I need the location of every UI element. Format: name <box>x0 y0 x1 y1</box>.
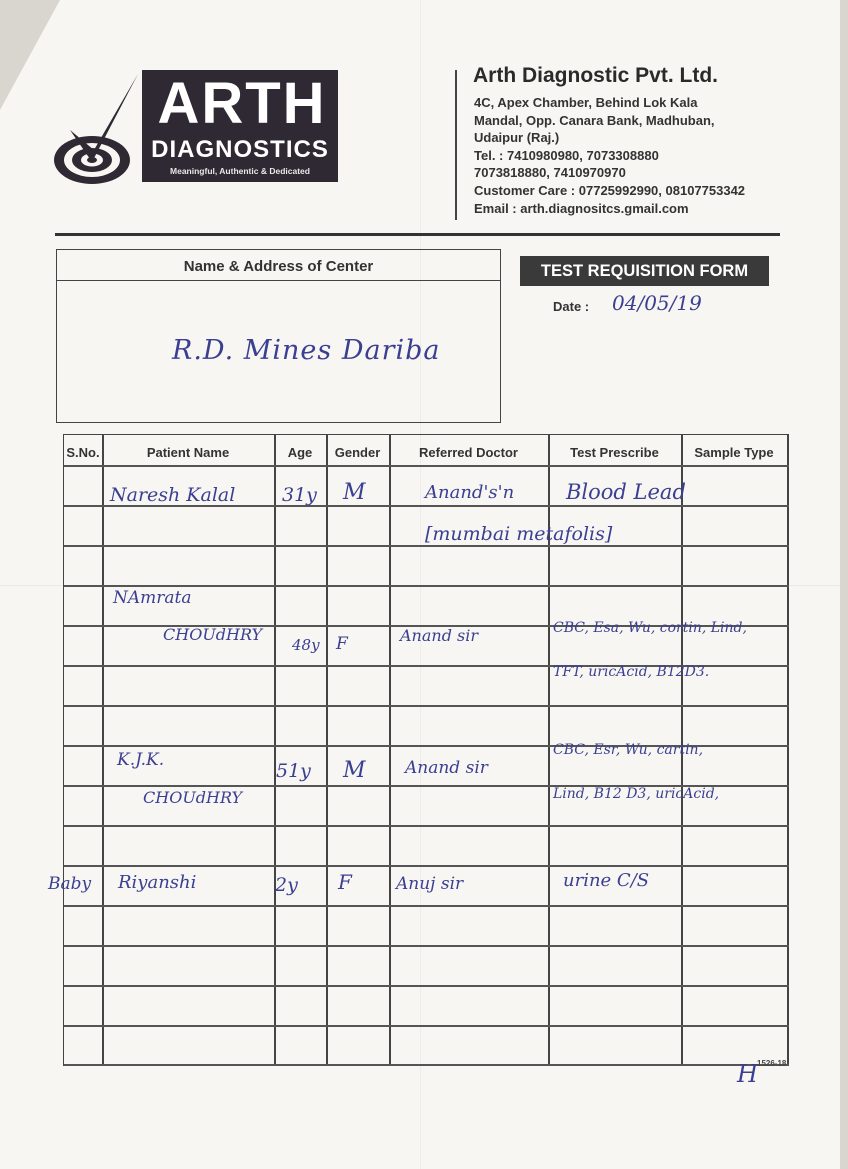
patient-age[interactable]: 51y <box>276 760 311 782</box>
address-line: Customer Care : 07725992990, 08107753342 <box>474 182 746 198</box>
table-row <box>64 865 789 867</box>
referred-doctor[interactable]: Anand sir <box>400 626 479 645</box>
address-line: 7073818880, 7410970970 <box>474 165 626 181</box>
patient-age[interactable]: 48y <box>292 636 320 654</box>
patient-age[interactable]: 31y <box>282 484 317 506</box>
patient-gender[interactable]: M <box>343 758 366 783</box>
center-value[interactable]: R.D. Mines Dariba <box>172 335 441 366</box>
logo-badge <box>142 70 338 182</box>
header-rule <box>55 233 780 236</box>
column-divider <box>326 435 328 1066</box>
test-prescribed[interactable]: Lind, B12 D3, uricAcid, <box>553 786 720 802</box>
table-row <box>64 825 789 827</box>
header-age: Age <box>287 445 313 460</box>
signature-initial: H <box>737 1060 758 1088</box>
column-divider <box>389 435 391 1066</box>
patient-age[interactable]: 2y <box>275 874 298 896</box>
table-row <box>64 945 789 947</box>
table-right-edge <box>787 435 789 1066</box>
table-row <box>64 985 789 987</box>
patient-name[interactable]: CHOUdHRY <box>163 625 263 644</box>
table-row <box>64 1025 789 1027</box>
patient-name[interactable]: NAmrata <box>113 588 192 608</box>
patient-name[interactable]: Naresh Kalal <box>110 484 236 506</box>
test-prescribed[interactable]: CBC, Esa, Wu, cortin, Lind, <box>553 620 747 636</box>
date-label: Date : <box>553 299 590 314</box>
test-prescribed[interactable]: CBC, Esr, Wu, cartin, <box>553 742 704 758</box>
test-prescribed[interactable]: [mumbai metafolis] <box>425 523 613 545</box>
company-address <box>474 94 794 217</box>
logo-tagline: Meaningful, Authentic & Dedicated <box>170 166 310 176</box>
address-line: Email : arth.diagnositcs.gmail.com <box>474 200 689 216</box>
header-sample-type: Sample Type <box>694 445 774 460</box>
address-line: 4C, Apex Chamber, Behind Lok Kala <box>474 95 698 110</box>
header-patient-name: Patient Name <box>146 445 230 460</box>
address-line: Mandal, Opp. Canara Bank, Madhuban, <box>474 112 715 128</box>
column-divider <box>102 435 104 1066</box>
address-line: Udaipur (Raj.) <box>474 130 560 146</box>
referred-doctor[interactable]: Anand's'n <box>425 482 515 503</box>
test-prescribed[interactable]: Blood Lead <box>566 480 686 504</box>
table-row <box>64 585 789 587</box>
table-row <box>64 1064 789 1066</box>
center-label: Name & Address of Center <box>57 250 500 281</box>
header-test-prescribe: Test Prescribe <box>570 445 659 460</box>
form-title: TEST REQUISITION FORM <box>520 256 769 286</box>
logo-word: ARTH <box>157 71 327 136</box>
test-prescribed[interactable]: TFT, uricAcid, B12D3. <box>553 664 710 680</box>
table-row <box>64 465 789 467</box>
table-row <box>64 705 789 707</box>
patient-gender[interactable]: F <box>338 870 352 894</box>
patient-gender[interactable]: M <box>343 480 366 505</box>
center-box <box>56 249 501 423</box>
patient-gender[interactable]: F <box>336 634 348 654</box>
header-sno: S.No. <box>66 445 100 460</box>
referred-doctor[interactable]: Anand sir <box>405 758 488 778</box>
table-row <box>64 545 789 547</box>
patient-name[interactable]: K.J.K. <box>117 750 165 770</box>
header-referred-doctor: Referred Doctor <box>419 445 518 460</box>
column-divider <box>274 435 276 1066</box>
patient-name[interactable]: CHOUdHRY <box>143 788 243 807</box>
company-name: Arth Diagnostic Pvt. Ltd. <box>473 64 719 87</box>
table-row <box>64 905 789 907</box>
header-gender: Gender <box>334 445 381 460</box>
patient-name[interactable]: Riyanshi <box>118 872 197 893</box>
date-value[interactable]: 04/05/19 <box>612 291 702 315</box>
address-line: Tel. : 7410980980, 7073308880 <box>474 147 659 163</box>
serial-number[interactable]: Baby <box>48 874 92 894</box>
referred-doctor[interactable]: Anuj sir <box>396 874 464 894</box>
target-check-icon <box>52 72 142 187</box>
logo-subword: DIAGNOSTICS <box>151 136 329 163</box>
document-code: 1526-18 <box>757 1059 787 1068</box>
test-prescribed[interactable]: urine C/S <box>563 870 650 891</box>
header-divider <box>455 70 457 220</box>
